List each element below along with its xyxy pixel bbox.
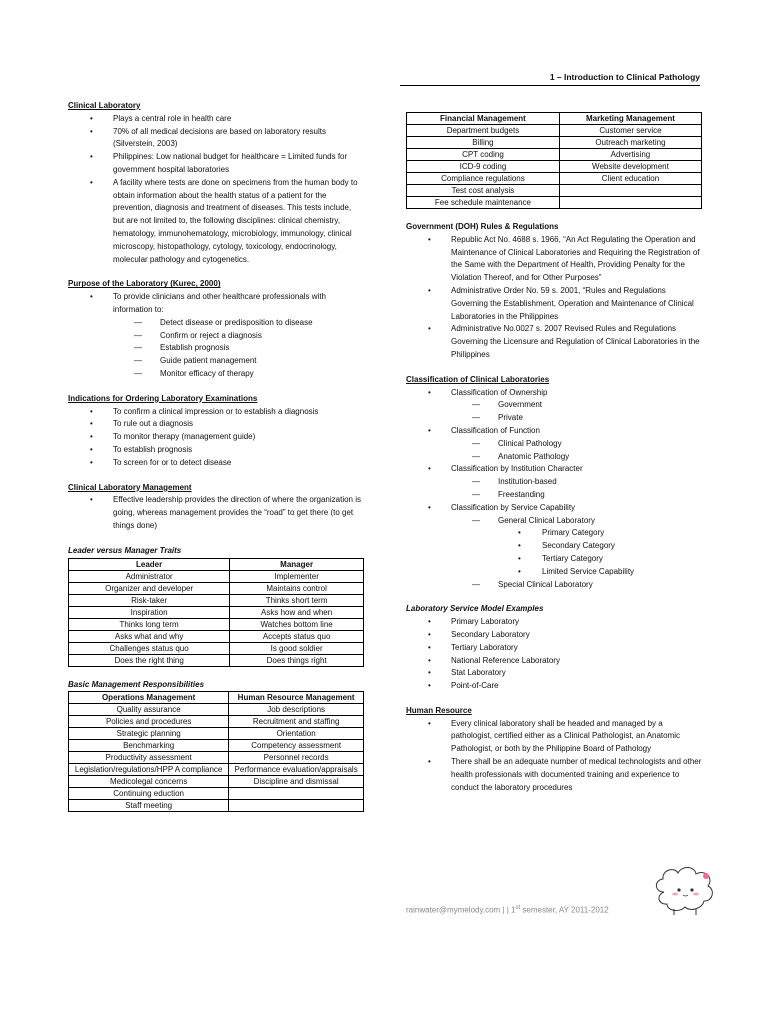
table-cell: Recruitment and staffing: [229, 716, 364, 728]
table-cell: Challenges status quo: [69, 642, 230, 654]
table-row: [69, 704, 364, 716]
list-item: • Classification by Institution Character: [406, 463, 702, 476]
list-item: • To screen for or to detect disease: [68, 457, 364, 470]
table-cell: Medicolegal concerns: [69, 776, 229, 788]
table-cell: [559, 185, 701, 197]
list-item: • Administrative No.0027 s. 2007 Revised Rules and Regulations Governing the Licensure and Regulation of Clinical Laboratories in the Philippines: [406, 323, 702, 361]
list-item: — Clinical Pathology: [406, 438, 702, 451]
table-row: [69, 740, 364, 752]
table-cell: Staff meeting: [69, 800, 229, 812]
table-row: [69, 716, 364, 728]
indications-list: [68, 406, 364, 470]
list-item: • National Reference Laboratory: [406, 655, 702, 668]
list-item: • Republic Act No. 4688 s. 1966, “An Act Regulating the Operation and Maintenance of Clinical Laboratories and Requiring the Registration of the Same with the Department of Health, Providing Penalty for the Violation Thereof, and for Other Purposes”: [406, 234, 702, 285]
classification-list: [406, 387, 702, 400]
list-item: • To confirm a clinical impression or to establish a diagnosis: [68, 406, 364, 419]
sheep-mascot-icon: [650, 862, 720, 917]
classification-sublist: [406, 399, 702, 425]
leader-manager-table: [68, 558, 364, 667]
list-item: • Secondary Category: [406, 540, 702, 553]
table-cell: Productivity assessment: [69, 752, 229, 764]
list-item: — Establish prognosis: [68, 342, 364, 355]
table-cell: Compliance regulations: [407, 173, 560, 185]
list-item: — Special Clinical Laboratory: [406, 579, 702, 592]
table-cell: Discipline and dismissal: [229, 776, 364, 788]
table-row: [69, 776, 364, 788]
table-cell: Administrator: [69, 570, 230, 582]
list-item: • Secondary Laboratory: [406, 629, 702, 642]
basic-management-table: [68, 691, 364, 812]
table-row: [69, 618, 364, 630]
footer-separator: | | 1: [500, 905, 516, 915]
table-row: [69, 788, 364, 800]
classification-sublist: [406, 476, 702, 502]
table-row: [69, 606, 364, 618]
list-item: • Stat Laboratory: [406, 667, 702, 680]
table-cell: Asks what and why: [69, 630, 230, 642]
leader-table-caption: Leader versus Manager Traits: [68, 545, 182, 555]
table-cell: Is good soldier: [230, 642, 364, 654]
clinical-lab-list: [68, 113, 364, 267]
table-cell: Test cost analysis: [407, 185, 560, 197]
table-cell: Implementer: [230, 570, 364, 582]
table-cell: Orientation: [229, 728, 364, 740]
purpose-citation: (Kurec, 2000): [168, 279, 221, 289]
table-header: Financial Management: [407, 113, 560, 125]
management-list: [68, 494, 364, 532]
table-cell: Legislation/regulations/HPP A compliance: [69, 764, 229, 776]
table-header: Manager: [230, 558, 364, 570]
list-item: • Limited Service Capability: [406, 566, 702, 579]
classification-sublist: [406, 579, 702, 592]
list-item: • To establish prognosis: [68, 444, 364, 457]
table-cell: CPT coding: [407, 149, 560, 161]
table-cell: Advertising: [559, 149, 701, 161]
table-row: [69, 594, 364, 606]
table-row: [69, 582, 364, 594]
classification-sublist: [406, 515, 702, 528]
table-row: [69, 642, 364, 654]
table-cell: Job descriptions: [229, 704, 364, 716]
table-row: [407, 197, 702, 209]
table-row: [407, 185, 702, 197]
table-row: [69, 654, 364, 666]
table-cell: Strategic planning: [69, 728, 229, 740]
page-title: 1 – Introduction to Clinical Pathology: [549, 72, 700, 82]
list-item: • A facility where tests are done on specimens from the human body to obtain information about the health status of a patient for the prevention, diagnosis and treatment of diseases. This tests include, but are not limited to, the following disciplines: clinical chemistry, hematology, immunohematology, microbiology, immunology, clinical microscopy, histopathology, cytology, toxicology, endocrinology, molecular pathology and cytogenetics.: [68, 177, 364, 267]
table-cell: Does the right thing: [69, 654, 230, 666]
list-item: — Institution-based: [406, 476, 702, 489]
table-row: [69, 728, 364, 740]
list-item: • Point-of-Care: [406, 680, 702, 693]
table-row: [407, 161, 702, 173]
list-item: • Administrative Order No. 59 s. 2001, “Rules and Regulations Governing the Establishment, Operation and Maintenance of Clinical Laboratories in the Philippines: [406, 285, 702, 323]
classification-list: [406, 502, 702, 515]
service-model-list: [406, 616, 702, 693]
indications-heading: Indications for Ordering Laboratory Examinations: [68, 393, 258, 403]
service-model-heading: Laboratory Service Model Examples: [406, 604, 544, 614]
table-cell: Asks how and when: [230, 606, 364, 618]
table-header: Leader: [69, 558, 230, 570]
table-cell: Website development: [559, 161, 701, 173]
list-item: • Plays a central role in health care: [68, 113, 364, 126]
list-item: — Confirm or reject a diagnosis: [68, 330, 364, 343]
table-cell: Watches bottom line: [230, 618, 364, 630]
table-row: [407, 173, 702, 185]
list-item: — Detect disease or predisposition to disease: [68, 317, 364, 330]
list-item: • Classification by Service Capability: [406, 502, 702, 515]
table-cell: Continuing eduction: [69, 788, 229, 800]
purpose-sublist: [68, 317, 364, 381]
list-item: • Philippines: Low national budget for healthcare = Limited funds for government hospital laboratories: [68, 151, 364, 177]
list-item: • Tertiary Category: [406, 553, 702, 566]
list-item: • Primary Category: [406, 527, 702, 540]
page-header: [400, 72, 700, 86]
table-cell: Outreach marketing: [559, 137, 701, 149]
list-item: • To rule out a diagnosis: [68, 418, 364, 431]
list-item: • Every clinical laboratory shall be headed and managed by a pathologist, certified either as a Clinical Pathologist, an Anatomic Pathologist, or both by the Philippine Board of Pathology: [406, 718, 702, 756]
management-heading: Clinical Laboratory Management: [68, 482, 192, 492]
table-row: [69, 800, 364, 812]
list-item: • Classification of Ownership: [406, 387, 702, 400]
table-row: [69, 764, 364, 776]
hr-heading: Human Resource: [406, 705, 472, 715]
table-row: [69, 630, 364, 642]
table-row: [407, 125, 702, 137]
basic-table-caption: Basic Management Responsibilities: [68, 679, 205, 689]
table-cell: Customer service: [559, 125, 701, 137]
purpose-heading: [68, 278, 364, 291]
table-cell: Competency assessment: [229, 740, 364, 752]
footer-semester: semester, AY 2011-2012: [520, 905, 609, 915]
table-row: [69, 752, 364, 764]
table-cell: Accepts status quo: [230, 630, 364, 642]
classification-subsublist: [406, 527, 702, 578]
table-row: [407, 149, 702, 161]
list-item: — Freestanding: [406, 489, 702, 502]
table-header: Human Resource Management: [229, 692, 364, 704]
footer-superscript: st: [515, 905, 521, 911]
list-item: — Private: [406, 412, 702, 425]
list-item: • Classification of Function: [406, 425, 702, 438]
footer: [406, 905, 609, 915]
list-item: • Tertiary Laboratory: [406, 642, 702, 655]
table-cell: Quality assurance: [69, 704, 229, 716]
table-header: Operations Management: [69, 692, 229, 704]
table-row: [407, 137, 702, 149]
classification-heading: Classification of Clinical Laboratories: [406, 374, 550, 384]
list-item: • Primary Laboratory: [406, 616, 702, 629]
table-cell: Organizer and developer: [69, 582, 230, 594]
table-cell: Department budgets: [407, 125, 560, 137]
table-row: [69, 570, 364, 582]
table-cell: ICD-9 coding: [407, 161, 560, 173]
table-cell: Billing: [407, 137, 560, 149]
table-cell: Thinks short term: [230, 594, 364, 606]
list-item: • To monitor therapy (management guide): [68, 431, 364, 444]
clinical-lab-heading: Clinical Laboratory: [68, 101, 141, 110]
list-item: — Guide patient management: [68, 355, 364, 368]
doh-list: [406, 234, 702, 362]
table-cell: [559, 197, 701, 209]
table-cell: Personnel records: [229, 752, 364, 764]
left-column: [68, 100, 364, 812]
table-cell: Fee schedule maintenance: [407, 197, 560, 209]
list-item: • To provide clinicians and other healthcare professionals with information to:: [68, 291, 364, 317]
right-column: [406, 112, 702, 794]
table-cell: [229, 788, 364, 800]
purpose-title: Purpose of the Laboratory: [68, 279, 169, 289]
table-cell: Client education: [559, 173, 701, 185]
doh-heading: Government (DOH) Rules & Regulations: [406, 222, 559, 231]
table-cell: Maintains control: [230, 582, 364, 594]
table-cell: Benchmarking: [69, 740, 229, 752]
list-item: • Effective leadership provides the direction of where the organization is going, whereas management provides the “road” to get there (to get things done): [68, 494, 364, 532]
table-cell: Inspiration: [69, 606, 230, 618]
classification-list: [406, 463, 702, 476]
list-item: — Government: [406, 399, 702, 412]
classification-list: [406, 425, 702, 438]
list-item: — Anatomic Pathology: [406, 451, 702, 464]
table-header: Marketing Management: [559, 113, 701, 125]
table-cell: Thinks long term: [69, 618, 230, 630]
table-cell: Performance evaluation/appraisals: [229, 764, 364, 776]
financial-marketing-table: [406, 112, 702, 209]
table-cell: Policies and procedures: [69, 716, 229, 728]
list-item: • 70% of all medical decisions are based on laboratory results (Silverstein, 2003): [68, 126, 364, 152]
classification-sublist: [406, 438, 702, 464]
footer-email: rainwater@mymelody.com: [406, 905, 501, 915]
list-item: • There shall be an adequate number of medical technologists and other health professionals with documented training and experience to conduct the laboratory procedures: [406, 756, 702, 794]
list-item: — General Clinical Laboratory: [406, 515, 702, 528]
table-cell: Risk-taker: [69, 594, 230, 606]
purpose-list: [68, 291, 364, 317]
hr-list: [406, 718, 702, 795]
table-cell: [229, 800, 364, 812]
table-cell: Does things right: [230, 654, 364, 666]
list-item: — Monitor efficacy of therapy: [68, 368, 364, 381]
